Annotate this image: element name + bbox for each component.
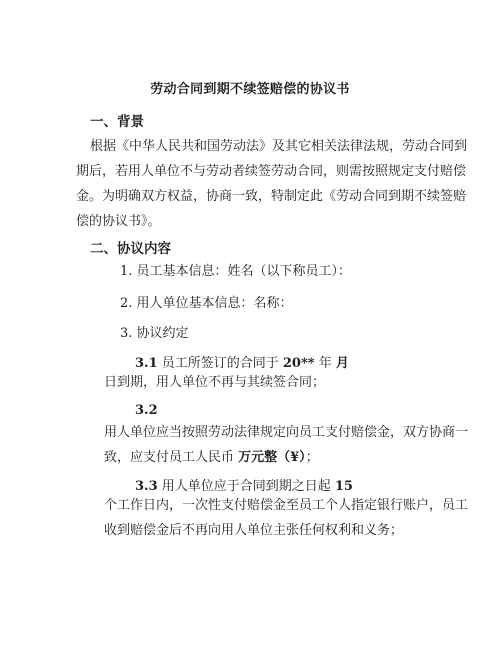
clause-3-2-line1: 用人单位应当按照劳动法律规定向员工支付赔偿金，双方协商一 [104, 425, 469, 440]
clause-3-1-cont: 日到期，用人单位不再与其续签合同； [104, 375, 326, 390]
section-heading-background: 一、背景 [90, 114, 144, 130]
compensation-amount: 万元整（¥） [238, 450, 306, 465]
clause-3-1 [135, 352, 349, 371]
item-employer-info: 2. 用人单位基本信息：名称： [120, 296, 293, 311]
contract-year: 20** [282, 356, 315, 371]
clause-3-3-cont [104, 493, 468, 543]
paragraph-line: 根据《中华人民共和国劳动法》及其它相关法律法规，劳动合同到 [90, 139, 468, 154]
paragraph-line: 期后，若用人单位不与劳动者续签劳动合同，则需按照规定支付赔偿 [76, 164, 467, 179]
background-paragraph [90, 134, 467, 159]
item-agreement-terms: 3. 协议约定 [120, 326, 189, 341]
clause-3-2-number: 3.2 [135, 403, 158, 418]
clause-number: 3.1 [135, 356, 158, 371]
clause-3-3 [135, 475, 353, 494]
clause-text: 用人单位应于合同到期之日起 [157, 479, 335, 494]
payment-days: 15 [334, 479, 353, 494]
clause-3-2-line2: 致，应支付员工人民币 万元整（¥）； [104, 450, 319, 465]
clause-number: 3.3 [135, 479, 158, 494]
document-title: 劳动合同到期不续签赔偿的协议书 [150, 82, 350, 97]
background-paragraph-cont [76, 159, 466, 234]
paragraph-line: 个工作日内，一次性支付赔偿金至员工个人指定银行账户，员工 [104, 498, 469, 513]
item-employee-info: 1. 员工基本信息：姓名（以下称员工）： [120, 264, 352, 279]
paragraph-line: 偿的协议书》。 [76, 214, 161, 229]
section-heading-agreement: 二、协议内容 [90, 241, 171, 257]
clause-text: 员工所签订的合同于 [157, 356, 283, 371]
paragraph-line: 收到赔偿金后不再向用人单位主张任何权利和义务； [104, 523, 404, 538]
contract-month: 月 [335, 356, 349, 371]
paragraph-line: 金。为明确双方权益，协商一致，特制定此《劳动合同到期不续签赔 [76, 189, 467, 204]
clause-text: 年 [314, 356, 336, 371]
